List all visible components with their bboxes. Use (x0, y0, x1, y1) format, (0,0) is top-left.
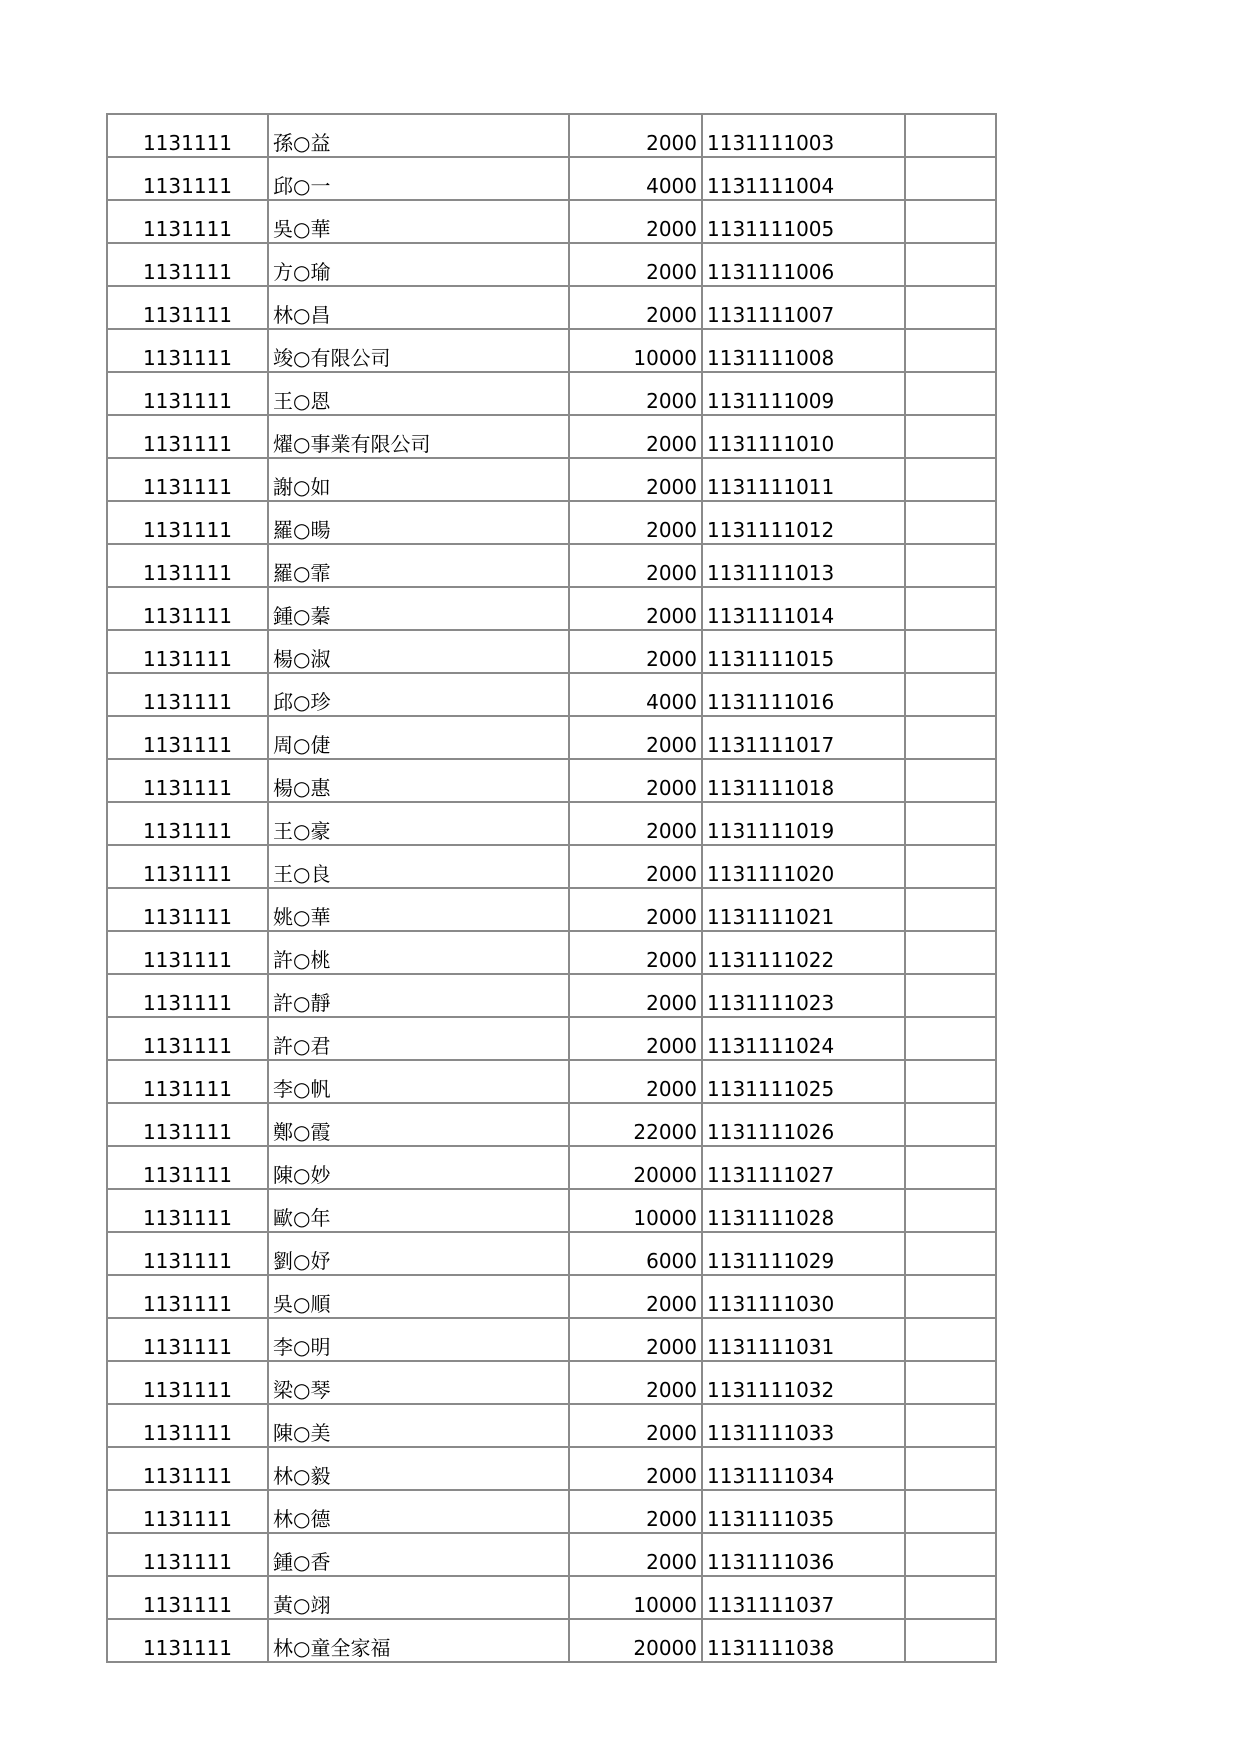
empty-cell (905, 544, 996, 587)
table-row (107, 1189, 996, 1232)
receipt-number-cell: 1131111007 (702, 286, 905, 329)
date-cell: 1131111 (107, 114, 268, 157)
empty-cell (905, 157, 996, 200)
table-row (107, 802, 996, 845)
receipt-number-cell: 1131111032 (702, 1361, 905, 1404)
table-body (107, 114, 996, 1662)
date-cell: 1131111 (107, 1275, 268, 1318)
amount-cell: 2000 (569, 458, 702, 501)
table-row (107, 1619, 996, 1662)
name-cell: 許○桃 (268, 931, 569, 974)
empty-cell (905, 845, 996, 888)
name-cell: 林○昌 (268, 286, 569, 329)
name-cell: 吳○順 (268, 1275, 569, 1318)
name-cell: 王○良 (268, 845, 569, 888)
empty-cell (905, 716, 996, 759)
table-row (107, 1361, 996, 1404)
amount-cell: 10000 (569, 329, 702, 372)
date-cell: 1131111 (107, 888, 268, 931)
date-cell: 1131111 (107, 1232, 268, 1275)
empty-cell (905, 587, 996, 630)
name-cell: 劉○妤 (268, 1232, 569, 1275)
table-row (107, 845, 996, 888)
table-row (107, 157, 996, 200)
date-cell: 1131111 (107, 415, 268, 458)
table-row (107, 1060, 996, 1103)
receipt-number-cell: 1131111004 (702, 157, 905, 200)
name-cell: 孫○益 (268, 114, 569, 157)
name-cell: 王○恩 (268, 372, 569, 415)
amount-cell: 2000 (569, 888, 702, 931)
amount-cell: 2000 (569, 243, 702, 286)
date-cell: 1131111 (107, 1060, 268, 1103)
empty-cell (905, 673, 996, 716)
amount-cell: 2000 (569, 372, 702, 415)
receipt-number-cell: 1131111029 (702, 1232, 905, 1275)
table-row (107, 587, 996, 630)
name-cell: 周○倢 (268, 716, 569, 759)
date-cell: 1131111 (107, 1619, 268, 1662)
amount-cell: 2000 (569, 114, 702, 157)
empty-cell (905, 200, 996, 243)
empty-cell (905, 458, 996, 501)
date-cell: 1131111 (107, 716, 268, 759)
date-cell: 1131111 (107, 1017, 268, 1060)
date-cell: 1131111 (107, 802, 268, 845)
receipt-number-cell: 1131111035 (702, 1490, 905, 1533)
amount-cell: 2000 (569, 415, 702, 458)
amount-cell: 2000 (569, 1404, 702, 1447)
name-cell: 陳○美 (268, 1404, 569, 1447)
amount-cell: 2000 (569, 716, 702, 759)
amount-cell: 2000 (569, 1275, 702, 1318)
name-cell: 方○瑜 (268, 243, 569, 286)
receipt-number-cell: 1131111009 (702, 372, 905, 415)
name-cell: 許○君 (268, 1017, 569, 1060)
receipt-number-cell: 1131111024 (702, 1017, 905, 1060)
date-cell: 1131111 (107, 630, 268, 673)
receipt-number-cell: 1131111031 (702, 1318, 905, 1361)
date-cell: 1131111 (107, 759, 268, 802)
receipt-number-cell: 1131111020 (702, 845, 905, 888)
amount-cell: 4000 (569, 157, 702, 200)
date-cell: 1131111 (107, 544, 268, 587)
table-row (107, 1490, 996, 1533)
receipt-number-cell: 1131111017 (702, 716, 905, 759)
amount-cell: 2000 (569, 1017, 702, 1060)
table-row (107, 372, 996, 415)
amount-cell: 2000 (569, 1361, 702, 1404)
name-cell: 謝○如 (268, 458, 569, 501)
amount-cell: 22000 (569, 1103, 702, 1146)
table-row (107, 716, 996, 759)
name-cell: 許○靜 (268, 974, 569, 1017)
amount-cell: 2000 (569, 630, 702, 673)
amount-cell: 20000 (569, 1619, 702, 1662)
empty-cell (905, 1533, 996, 1576)
table-row (107, 1533, 996, 1576)
date-cell: 1131111 (107, 931, 268, 974)
table-row (107, 501, 996, 544)
amount-cell: 2000 (569, 1490, 702, 1533)
name-cell: 羅○暘 (268, 501, 569, 544)
receipt-number-cell: 1131111003 (702, 114, 905, 157)
empty-cell (905, 1189, 996, 1232)
empty-cell (905, 1490, 996, 1533)
table-row (107, 888, 996, 931)
receipt-number-cell: 1131111011 (702, 458, 905, 501)
receipt-number-cell: 1131111015 (702, 630, 905, 673)
table-row (107, 200, 996, 243)
name-cell: 歐○年 (268, 1189, 569, 1232)
empty-cell (905, 1447, 996, 1490)
empty-cell (905, 1060, 996, 1103)
date-cell: 1131111 (107, 157, 268, 200)
amount-cell: 4000 (569, 673, 702, 716)
name-cell: 鍾○蓁 (268, 587, 569, 630)
name-cell: 鍾○香 (268, 1533, 569, 1576)
amount-cell: 2000 (569, 931, 702, 974)
empty-cell (905, 243, 996, 286)
name-cell: 姚○華 (268, 888, 569, 931)
empty-cell (905, 931, 996, 974)
amount-cell: 6000 (569, 1232, 702, 1275)
amount-cell: 2000 (569, 1447, 702, 1490)
date-cell: 1131111 (107, 1447, 268, 1490)
amount-cell: 2000 (569, 544, 702, 587)
table-row (107, 243, 996, 286)
amount-cell: 2000 (569, 802, 702, 845)
table-row (107, 673, 996, 716)
date-cell: 1131111 (107, 1404, 268, 1447)
name-cell: 李○明 (268, 1318, 569, 1361)
empty-cell (905, 286, 996, 329)
amount-cell: 2000 (569, 501, 702, 544)
date-cell: 1131111 (107, 1146, 268, 1189)
name-cell: 林○毅 (268, 1447, 569, 1490)
receipt-number-cell: 1131111005 (702, 200, 905, 243)
table-row (107, 1232, 996, 1275)
amount-cell: 2000 (569, 1060, 702, 1103)
receipt-number-cell: 1131111034 (702, 1447, 905, 1490)
receipt-number-cell: 1131111019 (702, 802, 905, 845)
table-row (107, 114, 996, 157)
table-row (107, 974, 996, 1017)
amount-cell: 2000 (569, 286, 702, 329)
empty-cell (905, 1146, 996, 1189)
empty-cell (905, 1361, 996, 1404)
name-cell: 燿○事業有限公司 (268, 415, 569, 458)
empty-cell (905, 630, 996, 673)
receipt-number-cell: 1131111006 (702, 243, 905, 286)
empty-cell (905, 1318, 996, 1361)
date-cell: 1131111 (107, 200, 268, 243)
name-cell: 林○童全家福 (268, 1619, 569, 1662)
amount-cell: 2000 (569, 1318, 702, 1361)
receipt-number-cell: 1131111010 (702, 415, 905, 458)
empty-cell (905, 501, 996, 544)
table-row (107, 1318, 996, 1361)
table-row (107, 1576, 996, 1619)
name-cell: 陳○妙 (268, 1146, 569, 1189)
name-cell: 邱○珍 (268, 673, 569, 716)
empty-cell (905, 329, 996, 372)
table-row (107, 1404, 996, 1447)
donation-table (106, 113, 997, 1663)
amount-cell: 2000 (569, 974, 702, 1017)
name-cell: 王○豪 (268, 802, 569, 845)
name-cell: 竣○有限公司 (268, 329, 569, 372)
amount-cell: 10000 (569, 1576, 702, 1619)
table-row (107, 1017, 996, 1060)
date-cell: 1131111 (107, 372, 268, 415)
date-cell: 1131111 (107, 1318, 268, 1361)
empty-cell (905, 1017, 996, 1060)
empty-cell (905, 974, 996, 1017)
receipt-number-cell: 1131111038 (702, 1619, 905, 1662)
empty-cell (905, 759, 996, 802)
amount-cell: 2000 (569, 845, 702, 888)
table-row (107, 1447, 996, 1490)
table-row (107, 1103, 996, 1146)
date-cell: 1131111 (107, 587, 268, 630)
name-cell: 鄭○霞 (268, 1103, 569, 1146)
date-cell: 1131111 (107, 673, 268, 716)
date-cell: 1131111 (107, 286, 268, 329)
name-cell: 羅○霏 (268, 544, 569, 587)
empty-cell (905, 1619, 996, 1662)
date-cell: 1131111 (107, 243, 268, 286)
empty-cell (905, 1404, 996, 1447)
amount-cell: 2000 (569, 200, 702, 243)
date-cell: 1131111 (107, 1533, 268, 1576)
date-cell: 1131111 (107, 1189, 268, 1232)
amount-cell: 20000 (569, 1146, 702, 1189)
table-row (107, 759, 996, 802)
table-row (107, 630, 996, 673)
date-cell: 1131111 (107, 458, 268, 501)
date-cell: 1131111 (107, 1103, 268, 1146)
empty-cell (905, 1576, 996, 1619)
amount-cell: 2000 (569, 1533, 702, 1576)
name-cell: 邱○一 (268, 157, 569, 200)
receipt-number-cell: 1131111013 (702, 544, 905, 587)
table-row (107, 415, 996, 458)
empty-cell (905, 802, 996, 845)
empty-cell (905, 114, 996, 157)
date-cell: 1131111 (107, 1490, 268, 1533)
receipt-number-cell: 1131111037 (702, 1576, 905, 1619)
table-row (107, 286, 996, 329)
date-cell: 1131111 (107, 1576, 268, 1619)
empty-cell (905, 1275, 996, 1318)
receipt-number-cell: 1131111036 (702, 1533, 905, 1576)
receipt-number-cell: 1131111018 (702, 759, 905, 802)
table-row (107, 931, 996, 974)
table-row (107, 1146, 996, 1189)
table-row (107, 329, 996, 372)
name-cell: 吳○華 (268, 200, 569, 243)
name-cell: 楊○淑 (268, 630, 569, 673)
table-row (107, 458, 996, 501)
receipt-number-cell: 1131111012 (702, 501, 905, 544)
receipt-number-cell: 1131111028 (702, 1189, 905, 1232)
table-row (107, 1275, 996, 1318)
date-cell: 1131111 (107, 501, 268, 544)
receipt-number-cell: 1131111008 (702, 329, 905, 372)
name-cell: 林○德 (268, 1490, 569, 1533)
empty-cell (905, 372, 996, 415)
receipt-number-cell: 1131111025 (702, 1060, 905, 1103)
amount-cell: 10000 (569, 1189, 702, 1232)
date-cell: 1131111 (107, 974, 268, 1017)
receipt-number-cell: 1131111016 (702, 673, 905, 716)
empty-cell (905, 1232, 996, 1275)
receipt-number-cell: 1131111033 (702, 1404, 905, 1447)
receipt-number-cell: 1131111014 (702, 587, 905, 630)
receipt-number-cell: 1131111030 (702, 1275, 905, 1318)
receipt-number-cell: 1131111026 (702, 1103, 905, 1146)
date-cell: 1131111 (107, 1361, 268, 1404)
receipt-number-cell: 1131111027 (702, 1146, 905, 1189)
receipt-number-cell: 1131111022 (702, 931, 905, 974)
date-cell: 1131111 (107, 329, 268, 372)
amount-cell: 2000 (569, 759, 702, 802)
name-cell: 黃○翊 (268, 1576, 569, 1619)
name-cell: 李○帆 (268, 1060, 569, 1103)
table-row (107, 544, 996, 587)
empty-cell (905, 415, 996, 458)
name-cell: 梁○琴 (268, 1361, 569, 1404)
receipt-number-cell: 1131111023 (702, 974, 905, 1017)
receipt-number-cell: 1131111021 (702, 888, 905, 931)
empty-cell (905, 888, 996, 931)
date-cell: 1131111 (107, 845, 268, 888)
amount-cell: 2000 (569, 587, 702, 630)
empty-cell (905, 1103, 996, 1146)
name-cell: 楊○惠 (268, 759, 569, 802)
